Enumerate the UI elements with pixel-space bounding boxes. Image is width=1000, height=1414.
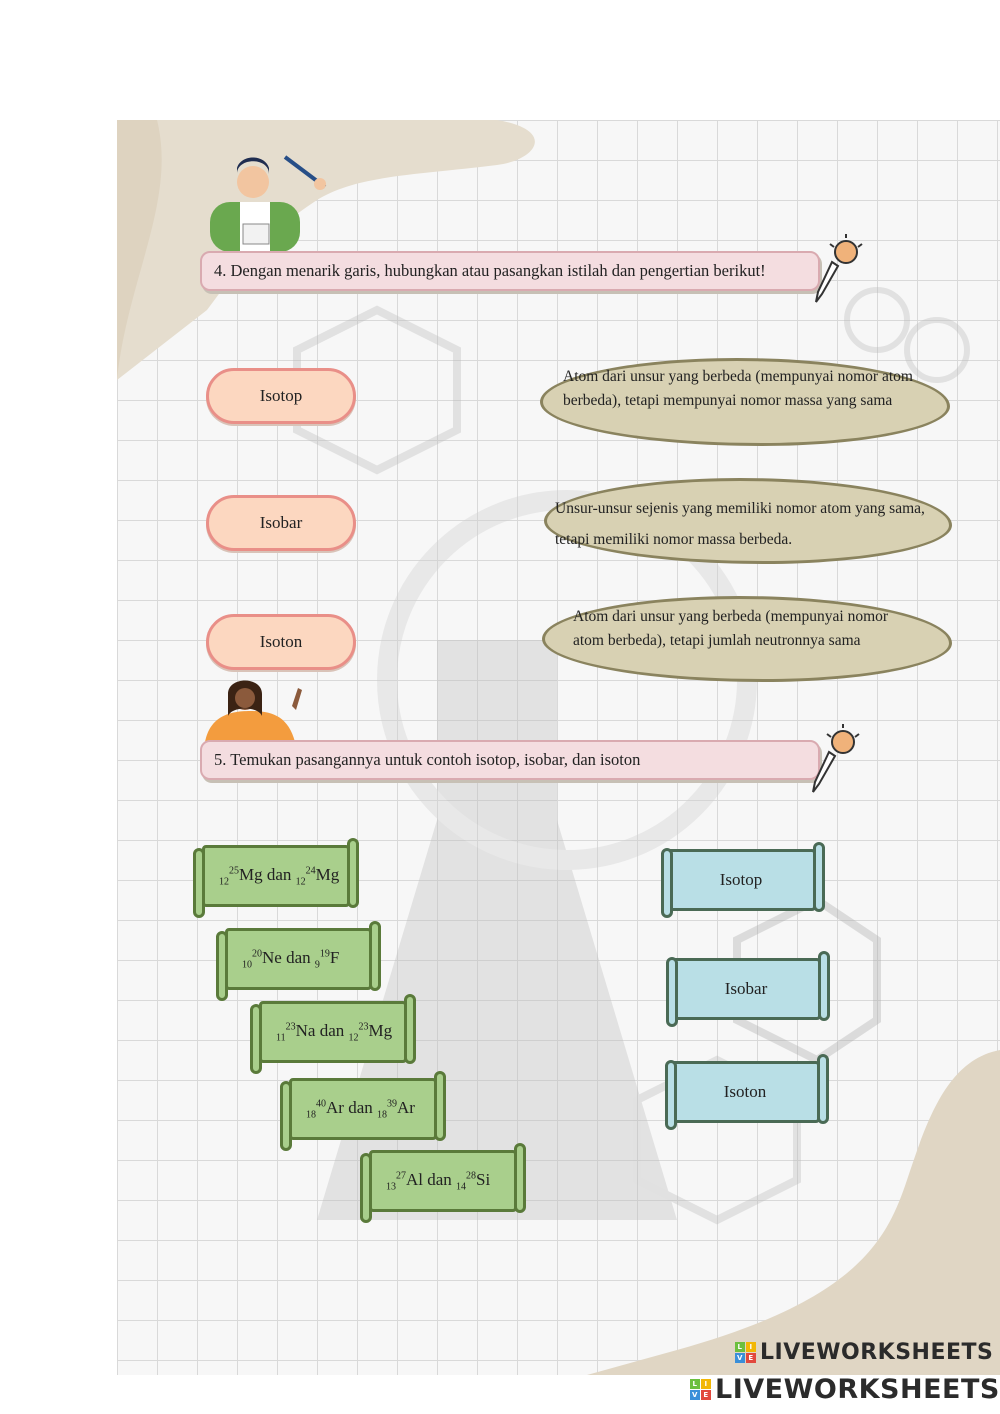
liveworksheets-watermark — [690, 1374, 1000, 1405]
example-scroll-2[interactable] — [225, 928, 372, 990]
example-text: $_{18}^{40}$Ar dan $_{18}^{39}$Ar — [306, 1097, 415, 1121]
student-illustration — [200, 676, 310, 742]
watermark-text: LIVEWORKSHEETS — [760, 1340, 994, 1365]
term-isoton[interactable] — [206, 614, 356, 670]
category-isoton[interactable] — [670, 1061, 820, 1123]
term-isobar[interactable] — [206, 495, 356, 551]
example-text: $_{13}^{27}$Al dan $_{14}^{28}$Si — [386, 1169, 491, 1193]
liveworksheets-logo-icon: L I V E — [690, 1379, 711, 1400]
definition-text: Atom dari unsur yang berbeda (mempunyai nomor atom berbeda), tetapi mempunyai nomor massa yang sama — [563, 368, 913, 409]
question-5-bar — [200, 740, 820, 780]
question-4-bar — [200, 251, 820, 291]
definition-text: Atom dari unsur yang berbeda (mempunyai nomor atom berbeda), tetapi jumlah neutronnya sama — [573, 608, 889, 649]
category-label: Isotop — [719, 870, 763, 889]
question-4-text: 4. Dengan menarik garis, hubungkan atau pasangkan istilah dan pengertian berikut! — [214, 261, 766, 280]
term-label: Isoton — [259, 632, 303, 651]
category-label: Isoton — [723, 1082, 767, 1101]
example-scroll-4[interactable] — [289, 1078, 437, 1140]
definition-text: Unsur-unsur sejenis yang memiliki nomor atom yang sama, tetapi memiliki nomor massa berbeda. — [555, 500, 925, 548]
term-label: Isobar — [259, 513, 303, 532]
lightbulb-pencil-icon — [808, 232, 868, 304]
term-label: Isotop — [259, 386, 303, 405]
category-label: Isobar — [724, 979, 768, 998]
lightbulb-pencil-icon — [805, 722, 865, 794]
question-5-text: 5. Temukan pasangannya untuk contoh isotop, isobar, dan isoton — [214, 750, 641, 769]
teacher-illustration — [205, 152, 335, 252]
example-text: $_{11}^{23}$Na dan $_{12}^{23}$Mg — [276, 1020, 393, 1044]
liveworksheets-watermark — [735, 1340, 993, 1365]
watermark-text: LIVEWORKSHEETS — [715, 1374, 1000, 1405]
example-scroll-5[interactable] — [369, 1150, 517, 1212]
example-scroll-1[interactable] — [202, 845, 350, 907]
liveworksheets-logo-icon: L I V E — [735, 1342, 756, 1363]
example-scroll-3[interactable] — [259, 1001, 407, 1063]
category-isobar[interactable] — [671, 958, 821, 1020]
example-text: $_{12}^{25}$Mg dan $_{12}^{24}$Mg — [219, 864, 340, 888]
term-isotop[interactable] — [206, 368, 356, 424]
category-isotop[interactable] — [666, 849, 816, 911]
example-text: $_{10}^{20}$Ne dan $_9^{19}$F — [242, 947, 340, 971]
